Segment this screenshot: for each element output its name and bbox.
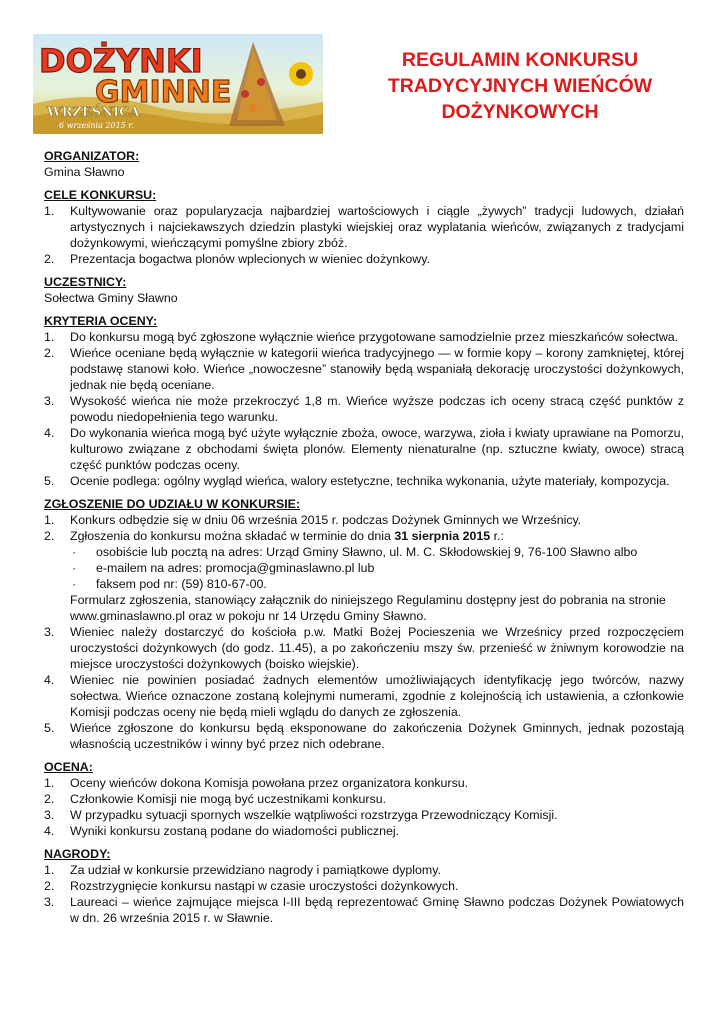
item-text: Wieniec należy dostarczyć do kościoła p.w. Matki Bożej Pocieszenia we Wrześnicy przed rozpoczęciem uroczystości dożynkowych (do godz. 11.45), a po zakończeniu mszy św. przenieść w żniwnym korowodzie na miejsce uroczystości dożynkowych (boisko wiejskie).	[70, 625, 684, 671]
list-item	[44, 720, 684, 752]
list-item	[44, 528, 684, 544]
logo-artwork	[33, 34, 323, 134]
form-note: Formularz zgłoszenia, stanowiący załącznik do niniejszego Regulaminu dostępny jest do pobrania na stronie www.gminaslawno.pl oraz w pokoju nr 14 Urzędu Gminy Sławno.	[70, 593, 666, 623]
bullet-dot: ·	[72, 577, 77, 591]
bullet-dot: ·	[72, 561, 77, 575]
item-text: Wieńce oceniane będą wyłącznie w kategorii wieńca tradycyjnego — w formie kopy – korony zamkniętej, której podstawę stanowi koło. Wieńce „nowoczesne” stanowiły będą wspaniałą dekorację uroczystości dożynkowych, jednak nie będą oceniane.	[70, 346, 684, 392]
list-item	[44, 512, 684, 528]
bullet-item	[44, 560, 684, 576]
title-line-2: TRADYCYJNYCH WIEŃCÓW	[387, 75, 653, 97]
list-item	[44, 251, 684, 267]
item-number: 5.	[44, 474, 55, 488]
item-number: 1.	[44, 863, 55, 877]
list-item	[44, 425, 684, 473]
list-item	[44, 203, 684, 251]
logo-line1: DOŻYNKI	[39, 42, 203, 80]
deadline-date: 31 sierpnia 2015	[394, 529, 491, 543]
item-text: Do wykonania wieńca mogą być użyte wyłącznie zboża, owoce, warzywa, zioła i kwiaty uprawiane na Pomorzu, kulturowo związane z obchodami święta plonów. Elementy nienaturalne (np. sztuczne kwiaty, owoce) stracą część punktów podczas oceny.	[70, 426, 684, 472]
prizes-list	[44, 862, 684, 926]
bullet-item	[44, 544, 684, 560]
item-number: 2.	[44, 252, 55, 266]
title-line-3: DOŻYNKOWYCH	[441, 101, 599, 123]
item-text: Członkowie Komisji nie mogą być uczestnikami konkursu.	[70, 792, 387, 806]
bullet-text: faksem pod nr: (59) 810-67-00.	[96, 577, 267, 591]
document-body	[44, 148, 684, 926]
item-number: 2.	[44, 529, 55, 543]
item-number: 4.	[44, 824, 55, 838]
item-text: Wieniec nie powinien posiadać żadnych elementów umożliwiających identyfikację jego twórców, nazwy sołectwa. Wieńce oznaczone zostaną kolejnymi numerami, zgodnie z kolejnością ich ustawienia, a członkowie Komisji podczas oceny nie będą mieli wglądu do danych ze zgłoszenia.	[70, 673, 684, 719]
goals-heading: CELE KONKURSU:	[44, 188, 157, 202]
list-item	[44, 345, 684, 393]
bullet-text: osobiście lub pocztą na adres: Urząd Gminy Sławno, ul. M. C. Skłodowskiej 9, 76-100 Sławno albo	[96, 545, 638, 559]
item-text: W przypadku sytuacji spornych wszelkie wątpliwości rozstrzyga Przewodniczący Komisji.	[70, 808, 558, 822]
item-text-before: Zgłoszenia do konkursu można składać w terminie do dnia	[70, 529, 395, 543]
item-number: 4.	[44, 426, 55, 440]
registration-heading: ZGŁOSZENIE DO UDZIAŁU W KONKURSIE:	[44, 497, 301, 511]
evaluation-list	[44, 775, 684, 839]
title-line-1: REGULAMIN KONKURSU	[401, 49, 639, 71]
participants-text: Sołectwa Gminy Sławno	[44, 291, 178, 305]
organizer-heading: ORGANIZATOR:	[44, 149, 140, 163]
item-number: 3.	[44, 895, 55, 909]
item-number: 3.	[44, 394, 55, 408]
organizer-text: Gmina Sławno	[44, 165, 125, 179]
list-item	[44, 775, 684, 791]
document-title	[350, 47, 690, 125]
list-item	[44, 329, 684, 345]
participants-heading: UCZESTNICY:	[44, 275, 127, 289]
logo-place: WRZEŚNICA	[47, 105, 140, 120]
item-text: Prezentacja bogactwa plonów wplecionych w wieniec dożynkowy.	[70, 252, 430, 266]
dozynki-logo	[33, 34, 323, 134]
logo-line2: GMINNE	[95, 75, 232, 110]
item-number: 1.	[44, 204, 55, 218]
item-number: 1.	[44, 513, 55, 527]
item-text: Wysokość wieńca nie może przekroczyć 1,8 m. Wieńce wyższe podczas ich oceny stracą część punktów z powodu niedopełnienia tego warunku.	[70, 394, 684, 424]
item-text: Kultywowanie oraz popularyzacja najbardziej wartościowych i ciągle „żywych” tradycji ludowych, działań artystycznych i najciekawszych dziedzin plastyki wiejskiej oraz wyplatania wieńców, związanych z tradycjami dożynkowymi, wieńczącymi pomyślne zbiory zbóż.	[70, 204, 684, 250]
item-number: 1.	[44, 330, 55, 344]
logo-date: 6 września 2015 r.	[59, 121, 134, 130]
list-item	[44, 894, 684, 926]
bullet-dot: ·	[72, 545, 77, 559]
item-text: Konkurs odbędzie się w dniu 06 września 2015 r. podczas Dożynek Gminnych we Wrześnicy.	[70, 513, 582, 527]
item-number: 2.	[44, 346, 55, 360]
item-text: Wyniki konkursu zostaną podane do wiadomości publicznej.	[70, 824, 400, 838]
item-text-after: r.:	[490, 529, 504, 543]
list-item	[44, 791, 684, 807]
list-item	[44, 823, 684, 839]
list-item	[44, 473, 684, 489]
bullet-item	[44, 576, 684, 592]
item-text: Za udział w konkursie przewidziano nagrody i pamiątkowe dyplomy.	[70, 863, 441, 877]
criteria-list	[44, 329, 684, 489]
list-item	[44, 878, 684, 894]
registration-list-continued	[44, 624, 684, 752]
list-item	[44, 624, 684, 672]
registration-list	[44, 512, 684, 544]
item-number: 5.	[44, 721, 55, 735]
list-item	[44, 862, 684, 878]
bullet-text: e-mailem na adres: promocja@gminaslawno.pl lub	[96, 561, 375, 575]
list-item	[44, 393, 684, 425]
list-item	[44, 807, 684, 823]
item-text: Rozstrzygnięcie konkursu nastąpi w czasie uroczystości dożynkowych.	[70, 879, 459, 893]
item-number: 3.	[44, 625, 55, 639]
item-number: 3.	[44, 808, 55, 822]
goals-list	[44, 203, 684, 267]
prizes-heading: NAGRODY:	[44, 847, 111, 861]
item-text: Wieńce zgłoszone do konkursu będą eksponowane do zakończenia Dożynek Gminnych, jednak pozostają własnością uczestników i winny być przez nich odebrane.	[70, 721, 684, 751]
item-number: 2.	[44, 792, 55, 806]
item-number: 2.	[44, 879, 55, 893]
criteria-heading: KRYTERIA OCENY:	[44, 314, 158, 328]
item-text: Oceny wieńców dokona Komisja powołana przez organizatora konkursu.	[70, 776, 469, 790]
item-number: 4.	[44, 673, 55, 687]
list-item	[44, 672, 684, 720]
item-text: Laureaci – wieńce zajmujące miejsca I-III będą reprezentować Gminę Sławno podczas Dożynek Powiatowych w dn. 26 września 2015 r. w Sławnie.	[70, 895, 684, 925]
item-text: Do konkursu mogą być zgłoszone wyłącznie wieńce przygotowane samodzielnie przez mieszkańców sołectwa.	[70, 330, 679, 344]
item-number: 1.	[44, 776, 55, 790]
item-text: Ocenie podlega: ogólny wygląd wieńca, walory estetyczne, technika wykonania, użyte materiały, kompozycja.	[70, 474, 670, 488]
evaluation-heading: OCENA:	[44, 760, 93, 774]
